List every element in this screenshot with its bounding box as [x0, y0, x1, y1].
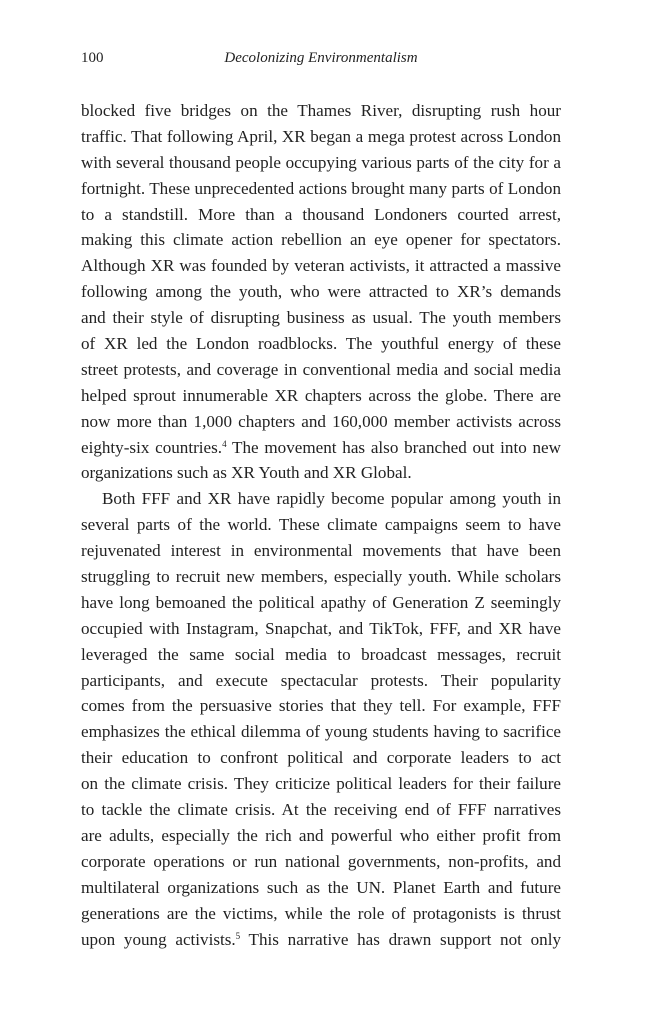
- text-line: street protests, and coverage in conventional media and social media: [81, 359, 561, 379]
- text-line: leveraged the same social media to broadcast messages, recruit: [81, 644, 561, 664]
- text-line: blocked five bridges on the Thames River, disrupting rush hour: [81, 101, 561, 120]
- page-number: 100: [81, 50, 104, 66]
- text-line: of XR led the London roadblocks. The youthful energy of these: [81, 334, 561, 354]
- text-line: generations are the victims, while the role of protagonists is thrust: [81, 903, 561, 923]
- text-line: now more than 1,000 chapters and 160,000 member activists across: [81, 411, 561, 431]
- text-line: with several thousand people occupying various parts of the city for a: [81, 152, 561, 172]
- text-line: on the climate crisis. They criticize political leaders for their failure: [81, 774, 561, 794]
- text-line: are adults, especially the rich and powerful who either profit from: [81, 825, 561, 845]
- text-line-with-note: [81, 435, 561, 461]
- text-line: corporate operations or run national governments, non-profits, and: [81, 851, 561, 871]
- footnote-ref-5[interactable]: 5: [235, 930, 241, 941]
- text-line: fortnight. These unprecedented actions brought many parts of London: [81, 178, 561, 198]
- line-text-after-note: This narrative has drawn support not only: [240, 929, 561, 949]
- running-title: Decolonizing Environmentalism: [224, 50, 418, 66]
- line-text-before-note: upon young activists.: [81, 929, 236, 949]
- text-line: to tackle the climate crisis. At the receiving end of FFF narratives: [81, 800, 561, 820]
- paragraph-2: [81, 486, 561, 952]
- footnote-ref-4[interactable]: 4: [222, 438, 227, 449]
- text-line: Both FFF and XR have rapidly become popular among youth in: [102, 489, 561, 509]
- text-line: following among the youth, who were attracted to XR’s demands: [81, 282, 561, 302]
- text-line: Although XR was founded by veteran activists, it attracted a massive: [81, 256, 561, 276]
- text-line: occupied with Instagram, Snapchat, and TikTok, FFF, and XR have: [81, 618, 561, 638]
- text-line: multilateral organizations such as the UN. Planet Earth and future: [81, 877, 561, 897]
- paragraph-1: [81, 98, 561, 486]
- text-line: to a standstill. More than a thousand Londoners courted arrest,: [81, 204, 561, 224]
- line-text-before-note: eighty-six countries.: [81, 437, 223, 457]
- running-header: [81, 50, 561, 72]
- text-line: struggling to recruit new members, especially youth. While scholars: [81, 567, 561, 587]
- body-text: [81, 98, 561, 952]
- text-line: comes from the persuasive stories that they tell. For example, FFF: [81, 696, 561, 716]
- text-line: rejuvenated interest in environmental movements that have been: [81, 541, 561, 561]
- text-line: making this climate action rebellion an eye opener for spectators.: [81, 230, 561, 250]
- text-line: emphasizes the ethical dilemma of young students having to sacrifice: [81, 722, 561, 742]
- text-line: traffic. That following April, XR began a mega protest across London: [81, 126, 561, 146]
- text-line: several parts of the world. These climate campaigns seem to have: [81, 515, 561, 535]
- text-line: participants, and execute spectacular protests. Their popularity: [81, 670, 561, 690]
- text-line: helped sprout innumerable XR chapters across the globe. There are: [81, 385, 561, 405]
- line-text-after-note: The movement has also branched out into new: [226, 437, 561, 457]
- text-line-with-note: [81, 927, 561, 953]
- text-line: have long bemoaned the political apathy of Generation Z seemingly: [81, 592, 561, 612]
- text-line: and their style of disrupting business as usual. The youth members: [81, 308, 561, 328]
- text-line: organizations such as XR Youth and XR Global.: [81, 463, 412, 483]
- text-line: their education to confront political and corporate leaders to act: [81, 748, 561, 768]
